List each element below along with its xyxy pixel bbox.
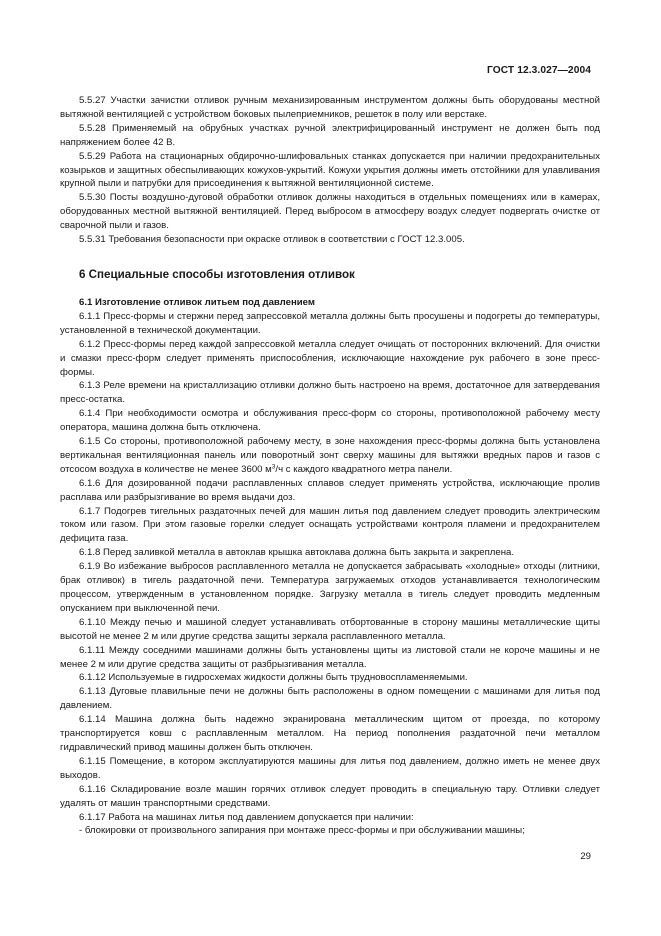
paragraph-6-1-7: 6.1.7 Подогрев тигельных раздаточных печей для машин литья под давлением следует проводить электрическим током или газом. При этом газовые горелки следует оснащать устройствами контроля пламени и предохранителем дефицита газа. <box>60 505 600 545</box>
list-item-interlock: - блокировки от произвольного запирания при монтаже пресс-формы и при обслуживании машины; <box>79 825 525 837</box>
paragraph-5-5-30: 5.5.30 Посты воздушно-дуговой обработки отливок должны находиться в отдельных помещениях или в камерах, оборудованных местной вытяжной вентиляцией. Перед выбросом в атмосферу воздух следует подвергать очистке от сварочной пыли и газов. <box>60 192 600 232</box>
cubic-superscript: 3 <box>271 463 276 471</box>
paragraph-6-1-12: 6.1.12 Используемые в гидросхемах жидкости должны быть трудновоспламеняемыми. <box>79 672 468 684</box>
subsection-title: 6.1 Изготовление отливок литьем под давлением <box>79 296 315 308</box>
paragraph-6-1-1: 6.1.1 Пресс-формы и стержни перед запрессовкой металла должны быть просушены и подогреты до температуры, установленной в технической документации. <box>60 310 600 336</box>
paragraph-6-1-9: 6.1.9 Во избежание выбросов расплавленного металла не допускается забрасывать «холодные» отходы (литники, брак отливок) в тигель раздаточной печи. Температура загружаемых отходов устанавливается технологическим процессом, утвержденным в установленном порядке. Загрузку металла в тигель следует проводить медленным опусканием при выключенной печи. <box>60 561 600 614</box>
paragraph-6-1-17: 6.1.17 Работа на машинах литья под давлением допускается при наличии: <box>79 811 414 823</box>
paragraph-6-1-11: 6.1.11 Между соседними машинами должны быть установлены щиты из листовой стали не короче машины и не менее 2 м или другие средства защиты от разбрызгивания металла. <box>60 644 600 670</box>
section-title: 6 Специальные способы изготовления отливок <box>79 267 355 281</box>
paragraph-6-1-13: 6.1.13 Дуговые плавильные печи не должны быть расположены в одном помещении с машинами для литья под давлением. <box>60 686 600 712</box>
paragraph-6-1-5-text-a: 6.1.5 Со стороны, противоположной рабочему месту, в зоне нахождения пресс-формы должна быть установлена вертикальная вентиляционная панель или поворотный зонт сверху машины для вытяжки вредных паров и газов с отсосом воздуха в количестве не менее 3600 м <box>60 436 600 475</box>
paragraph-6-1-2: 6.1.2 Пресс-формы перед каждой запрессовкой металла следует очищать от посторонних включений. Для очистки и смазки пресс-форм следует применять приспособления, исключающие нахождение рук рабочего в зоне пресс-формы. <box>60 338 600 378</box>
paragraph-6-1-10: 6.1.10 Между печью и машиной следует устанавливать отбортованные в сторону машины металлические щиты высотой не менее 2 м или другие средства защиты зеркала расплавленного металла. <box>60 616 600 642</box>
paragraph-6-1-15: 6.1.15 Помещение, в котором эксплуатируются машины для литья под давлением, должно иметь не менее двух выходов. <box>60 755 600 781</box>
paragraph-6-1-3: 6.1.3 Реле времени на кристаллизацию отливки должно быть настроено на время, достаточное для затвердевания пресс-остатка. <box>60 380 600 406</box>
page-body <box>60 94 600 838</box>
paragraph-6-1-8: 6.1.8 Перед заливкой металла в автоклав крышка автоклава должна быть закрыта и закреплена. <box>79 547 515 559</box>
page-number: 29 <box>580 851 591 862</box>
paragraph-5-5-29: 5.5.29 Работа на стационарных обдирочно-шлифовальных станках допускается при наличии предохранительных козырьков и защитных обеспыливающих кожухов-укрытий. Кожухи укрытия должны иметь отстойники для улавливания крупной пыли и патрубки для присоединения к вытяжной вентиляционной системе. <box>60 150 600 190</box>
paragraph-5-5-31: 5.5.31 Требования безопасности при окраске отливок в соответствии с ГОСТ 12.3.005. <box>79 234 465 246</box>
paragraph-6-1-6: 6.1.6 Для дозированной подачи расплавленных сплавов следует применять устройства, исключающие пролив расплава или разбрызгивание во время выдачи доз. <box>60 477 600 503</box>
paragraph-6-1-14: 6.1.14 Машина должна быть надежно экранирована металлическим щитом от проезда, по которому транспортируется ковш с расплавленным металлом. На период пополнения раздаточной печи металлом гидравлический привод машины должен быть отключен. <box>60 714 600 753</box>
document-code-header: ГОСТ 12.3.027—2004 <box>486 65 591 76</box>
paragraph-5-5-27: 5.5.27 Участки зачистки отливок ручным механизированным инструментом должны быть оборудованы местной вытяжной вентиляцией с устройством боковых пылеприемников, решеток в полу или верстаке. <box>60 95 600 120</box>
paragraph-6-1-5 <box>60 435 600 477</box>
paragraph-6-1-4: 6.1.4 При необходимости осмотра и обслуживания пресс-форм со стороны, противоположной рабочему месту оператора, машина должна быть отключена. <box>60 408 600 434</box>
paragraph-6-1-16: 6.1.16 Складирование возле машин горячих отливок следует проводить в специальную тару. Отливки следует удалять от машин транспортными средствами. <box>60 783 600 809</box>
paragraph-6-1-5-text-b: /ч с каждого квадратного метра панели. <box>275 463 453 475</box>
paragraph-5-5-28: 5.5.28 Применяемый на обрубных участках ручной электрифицированный инструмент не должен быть под напряжением более 42 В. <box>60 122 600 148</box>
